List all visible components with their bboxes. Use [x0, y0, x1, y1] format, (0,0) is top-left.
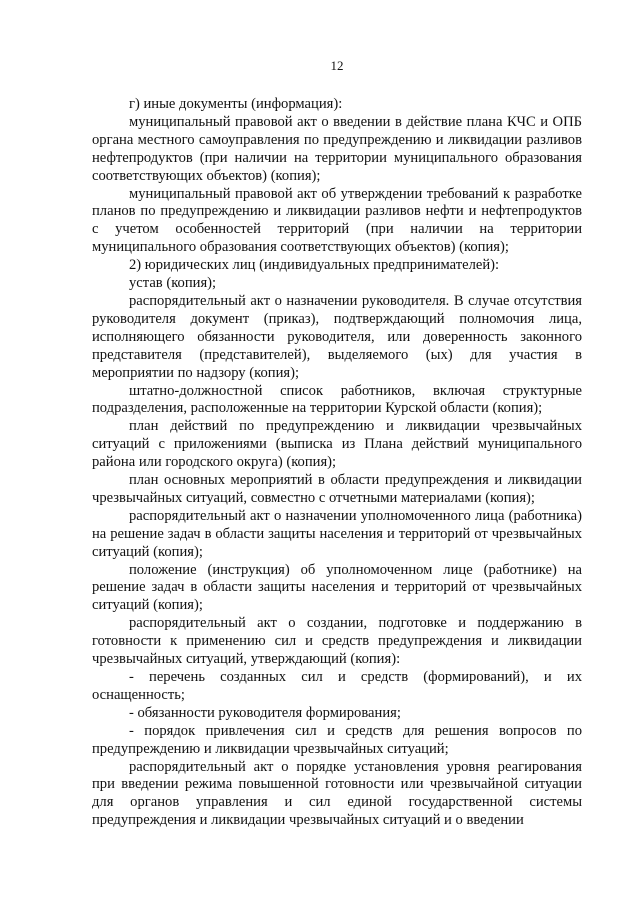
paragraph-other-documents-heading: г) иные документы (информация): — [129, 96, 343, 112]
paragraph-authorized-person-act: распорядительный акт о назначении уполномоченного лица (работника) на решение задач в области защиты населения и территорий от чрезвычайных ситуаций (копия); — [92, 507, 582, 560]
page-number: 12 — [330, 58, 344, 73]
paragraph-main-activities-plan: план основных мероприятий в области предупреждения и ликвидации чрезвычайных ситуаций, совместно с отчетными материалами (копия); — [92, 472, 582, 506]
paragraph-leader-duties-item: - обязанности руководителя формирования; — [129, 704, 401, 721]
paragraph-forces-readiness-act: распорядительный акт о создании, подготовке и поддержанию в готовности к применению сил и средств предупреждения и ликвидации чрезвычайных ситуаций, утверждающий (копия): — [92, 615, 582, 668]
paragraph-oil-spill-requirements-act: муниципальный правовой акт об утверждении требований к разработке планов по предупреждению и ликвидации разливов нефти и нефтепродуктов с учетом особенностей территорий (при наличии на территории муниципального образования соответствующих объектов) (копия); — [92, 185, 582, 256]
paragraph-forces-procedure-item: - порядок привлечения сил и средств для решения вопросов по предупреждению и ликвидации чрезвычайных ситуаций; — [92, 722, 582, 757]
paragraph-emergency-action-plan: план действий по предупреждению и ликвидации чрезвычайных ситуаций с приложениями (выписка из Плана действий муниципального района или городского округа) (копия); — [92, 418, 582, 471]
paragraph-authorized-person-regulation: положение (инструкция) об уполномоченном лице (работнике) на решение задач в области защиты населения и территорий от чрезвычайных ситуаций (копия); — [92, 561, 582, 614]
paragraph-response-level-act: распорядительный акт о порядке установления уровня реагирования при введении режима повышенной готовности или чрезвычайной ситуации для органов управления и сил единой государственной системы предупреждения и ликвидации чрезвычайных ситуаций и о введении — [92, 758, 582, 829]
document-page — [92, 58, 582, 830]
paragraph-staff-list: штатно-должностной список работников, включая структурные подразделения, расположенные на территории Курской области (копия); — [92, 382, 582, 417]
paragraph-forces-list-item: - перечень созданных сил и средств (формирований), и их оснащенность; — [92, 669, 582, 703]
paragraph-legal-entities-heading: 2) юридических лиц (индивидуальных предпринимателей): — [129, 257, 500, 274]
paragraph-kchs-plan-act: муниципальный правовой акт о введении в действие плана КЧС и ОПБ органа местного самоуправления по предупреждению и ликвидации разливов нефтепродуктов (при наличии на территории муниципального образования соответствующих объектов) (копия); — [92, 113, 582, 184]
paragraph-director-appointment-act: распорядительный акт о назначении руководителя. В случае отсутствия руководителя документ (приказ), подтверждающий полномочия лица, исполняющего обязанности руководителя, или доверенность законного представителя (представителей), выделяемого (ых) для участия в мероприятии по надзору (копия); — [92, 292, 582, 381]
paragraph-charter: устав (копия); — [129, 275, 217, 292]
